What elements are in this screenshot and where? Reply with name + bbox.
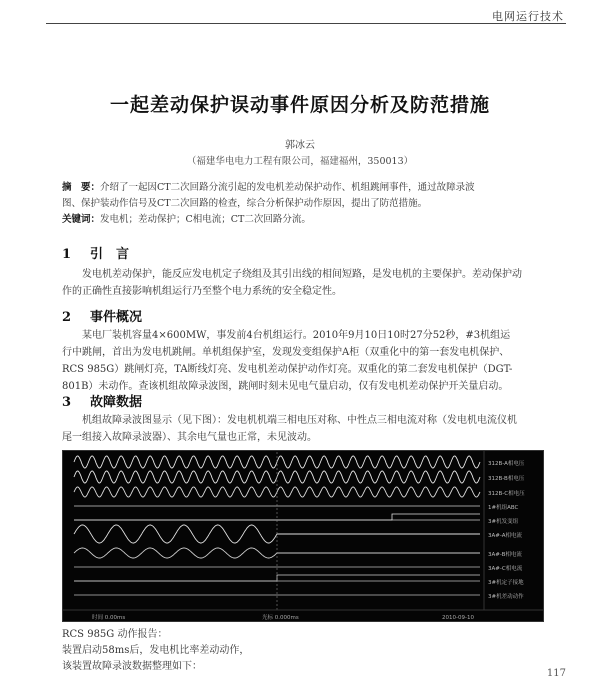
section-title: 故障数据	[90, 395, 143, 410]
section-number: 1	[62, 247, 72, 262]
page-number: 117	[546, 668, 566, 679]
figure-caption	[62, 627, 249, 675]
channel-label: 1#机组ABC	[488, 505, 519, 511]
section-1-body	[62, 266, 562, 300]
channel-label: 3A#-C相电流	[488, 566, 523, 572]
section-1-line-2: 作的正确性直接影响机组运行乃至整个电力系统的安全稳定性。	[62, 286, 342, 297]
section-number: 2	[62, 310, 72, 325]
section-3-body	[62, 412, 562, 446]
fault-recorder-waveform-figure	[62, 450, 544, 622]
channel-label: 312B-C相电压	[488, 491, 525, 497]
channel-label: 312B-A相电压	[488, 461, 525, 467]
paper-title: 一起差动保护误动事件原因分析及防范措施	[109, 94, 490, 116]
scope-footer-label: 时间 0.00ms	[92, 615, 126, 621]
channel-label: 3#机定子接地	[488, 580, 524, 586]
section-3-line-1: 机组故障录波图显示（见下图）：发电机机端三相电压对称、中性点三相电流对称（发电机电流仪机	[82, 415, 517, 426]
section-2-line-1: 某电厂装机容量4×600MW，事发前4台机组运行。2010年9月10日10时27分52秒，#3机组运	[82, 330, 511, 341]
section-title: 引 言	[90, 247, 130, 262]
section-2-line-4: 801B）未动作。查该机组故障录波图，跳闸时刻未见电气量启动，仅有发电机差动保护开关量启动。	[62, 381, 509, 392]
scope-frame	[63, 451, 544, 622]
section-2-line-3: RCS 985G）跳闸灯亮，TA断线灯亮、发电机差动保护动作灯亮。双重化的第二套发电机保护（DGT-	[62, 364, 513, 375]
section-2-body	[62, 327, 562, 395]
section-number: 3	[62, 395, 72, 410]
channel-label: 312B-B相电压	[488, 476, 525, 482]
author-name: 郭冰云	[285, 140, 315, 151]
waveform-plot	[62, 450, 544, 622]
scope-footer-label: 光标 0.000ms	[262, 615, 299, 621]
abstract-label: 摘 要：	[62, 182, 101, 193]
section-1-heading	[62, 243, 129, 262]
caption-line-2: 装置启动58ms后，发电机比率差动动作，	[62, 645, 250, 656]
channel-label: 3A#-B相电流	[488, 552, 522, 558]
journal-section-tag: 电网运行技术	[492, 10, 564, 23]
caption-line-1: RCS 985G 动作报告：	[62, 629, 168, 640]
section-3-heading	[62, 391, 142, 410]
caption-line-3: 该装置故障录波数据整理如下：	[62, 661, 202, 672]
abstract	[62, 180, 562, 228]
keywords-text: 发电机；差动保护；C相电流；CT二次回路分流。	[100, 214, 311, 225]
abstract-line-2: 图、保护装动作信号及CT二次回路的检查，综合分析保护动作原因，提出了防范措施。	[62, 198, 428, 209]
scope-footer-label: 2010-09-10	[442, 615, 474, 621]
author-affiliation: （福建华电电力工程有限公司，福建福州，350013）	[186, 156, 414, 167]
channel-label: 3#机发变组	[488, 519, 519, 525]
channel-label: 3#机差动动作	[488, 594, 524, 600]
section-1-line-1: 发电机差动保护，能反应发电机定子绕组及其引出线的相间短路，是发电机的主要保护。差动保护动	[82, 269, 522, 280]
channel-label: 3A#-A相电流	[488, 533, 522, 539]
section-title: 事件概况	[90, 310, 143, 325]
abstract-line-1: 介绍了一起因CT二次回路分流引起的发电机差动保护动作、机组跳闸事件，通过故障录波	[100, 182, 475, 193]
keywords-label: 关键词：	[62, 214, 101, 225]
section-3-line-2: 尾一组接入故障录波器）、其余电气量也正常，未见波动。	[62, 432, 317, 443]
section-2-heading	[62, 306, 142, 325]
section-2-line-2: 行中跳闸，首出为发电机跳闸。单机组保护室，发现发变组保护A柜（双重化中的第一套发电机保护、	[62, 347, 510, 358]
header-rule	[46, 23, 566, 24]
